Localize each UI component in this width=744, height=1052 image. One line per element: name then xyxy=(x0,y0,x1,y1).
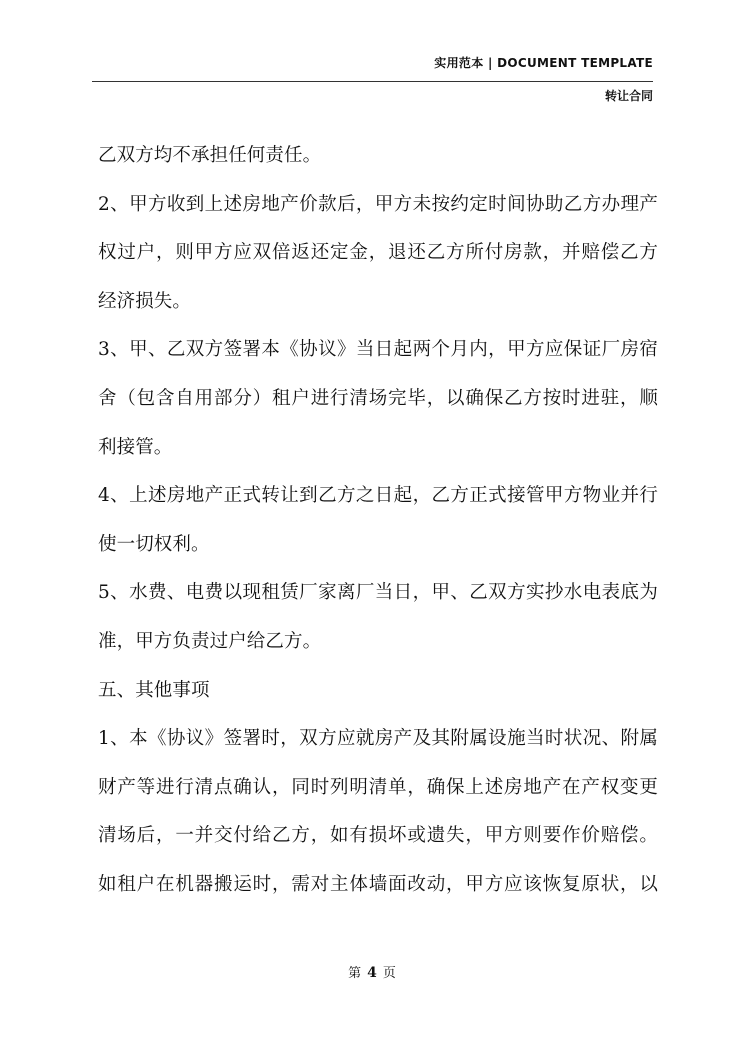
text-line: 使一切权利。 xyxy=(98,533,210,555)
page-header xyxy=(92,50,653,110)
header-subtitle: 转让合同 xyxy=(604,89,653,103)
text-line: 五、其他事项 xyxy=(98,679,210,701)
text-line: 5、水费、电费以现租赁厂家离厂当日，甲、乙双方实抄水电表底为 xyxy=(98,582,658,604)
text-line: 如租户在机器搬运时，需对主体墙面改动，甲方应该恢复原状，以 xyxy=(98,873,658,895)
text-line: 利接管。 xyxy=(98,436,173,458)
text-line: 1、本《协议》签署时，双方应就房产及其附属设施当时状况、附属 xyxy=(98,728,658,750)
text-line: 4、上述房地产正式转让到乙方之日起，乙方正式接管甲方物业并行 xyxy=(98,485,658,507)
text-line: 准，甲方负责过户给乙方。 xyxy=(98,630,322,652)
text-line: 经济损失。 xyxy=(98,290,192,312)
text-line: 清场后，一并交付给乙方，如有损坏或遗失，甲方则要作价赔偿。 xyxy=(98,825,658,847)
footer-suffix: 页 xyxy=(382,966,396,981)
page-number: 4 xyxy=(367,965,377,981)
page-footer xyxy=(0,962,744,981)
document-body xyxy=(98,141,658,919)
header-title: 实用范本 | DOCUMENT TEMPLATE xyxy=(434,56,653,70)
footer-prefix: 第 xyxy=(348,966,362,981)
text-line: 2、甲方收到上述房地产价款后，甲方未按约定时间协助乙方办理产 xyxy=(98,193,658,215)
text-line: 乙双方均不承担任何责任。 xyxy=(98,145,322,166)
text-line: 权过户，则甲方应双倍返还定金，退还乙方所付房款，并赔偿乙方 xyxy=(98,242,658,264)
header-divider xyxy=(92,81,653,82)
text-line: 舍（包含自用部分）租户进行清场完毕，以确保乙方按时进驻，顺 xyxy=(98,387,658,409)
text-line: 财产等进行清点确认，同时列明清单，确保上述房地产在产权变更 xyxy=(98,776,658,798)
text-line: 3、甲、乙双方签署本《协议》当日起两个月内，甲方应保证厂房宿 xyxy=(98,339,658,361)
